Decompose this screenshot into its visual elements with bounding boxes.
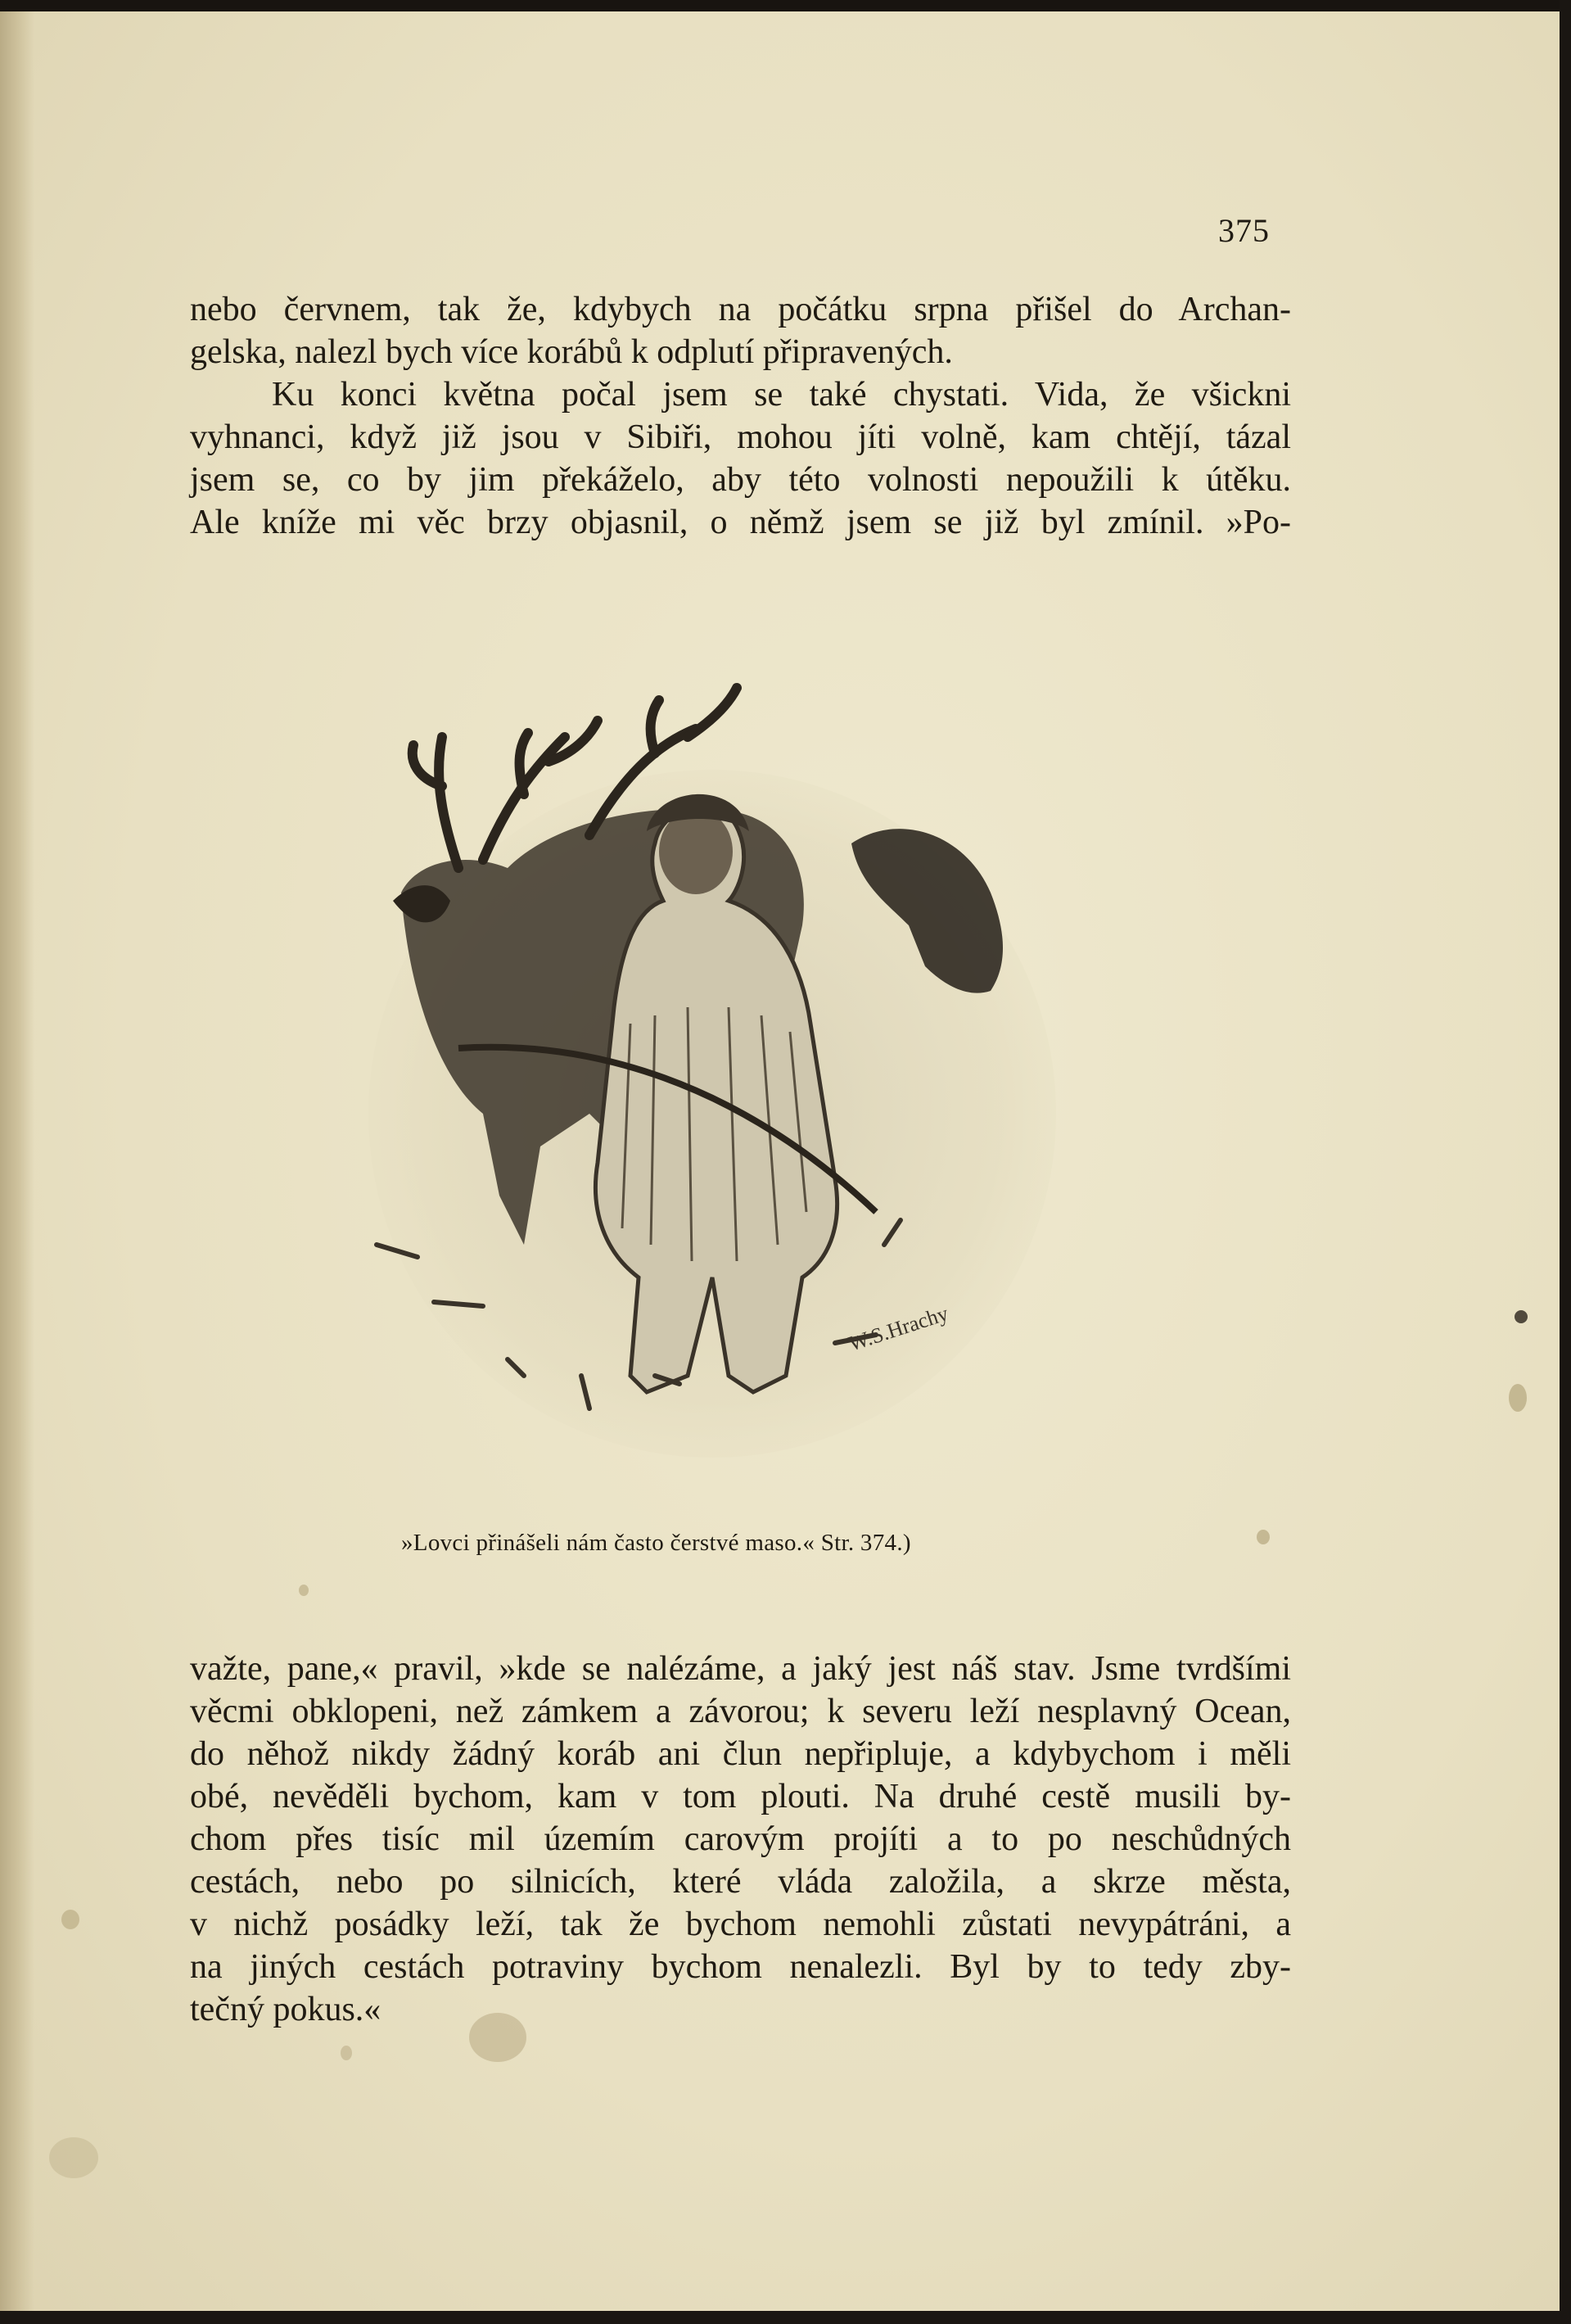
paper-stain (1515, 1310, 1528, 1323)
paper-stain (49, 2137, 98, 2178)
paper-stain (61, 1910, 79, 1929)
book-spine-shadow (0, 11, 34, 2324)
paper-stain (469, 2013, 526, 2062)
paper-stain (341, 2046, 352, 2060)
text-line: na jiných cestách potraviny bychom nenalezli. Byl by to tedy zby- (190, 1948, 1291, 1986)
paper-stain (1509, 1384, 1527, 1412)
scan-bottom-edge (0, 2311, 1571, 2324)
illustration-caption: »Lovci přinášeli nám často čerstvé maso.« Str. 374.) (401, 1530, 911, 1556)
paper-stain (1257, 1530, 1270, 1544)
text-line: gelska, nalezl bych více korábů k odplutí připravených. (190, 333, 953, 371)
scan-right-edge (1560, 0, 1571, 2324)
text-line: Ku konci května počal jsem se také chystati. Vida, že všickni (272, 376, 1291, 414)
text-line: obé, nevěděli bychom, kam v tom plouti. Na druhé cestě musili by- (190, 1778, 1291, 1815)
text-line: Ale kníže mi věc brzy objasnil, o němž jsem se již byl zmínil. »Po- (190, 504, 1291, 541)
text-line: v nichž posádky leží, tak že bychom nemohli zůstati nevypátráni, a (190, 1906, 1291, 1943)
text-line: vyhnanci, když již jsou v Sibiři, mohou jíti volně, kam chtějí, tázal (190, 418, 1291, 456)
text-line: nebo červnem, tak že, kdybych na počátku srpna přišel do Archan- (190, 291, 1291, 328)
paragraph-bottom (190, 1648, 1291, 2031)
artist-signature: W.S.Hrachy (845, 1301, 951, 1356)
text-line: do něhož nikdy žádný koráb ani člun nepřipluje, a kdybychom i měli (190, 1735, 1291, 1773)
text-line: věcmi obklopeni, než zámkem a závorou; k severu leží nesplavný Ocean, (190, 1693, 1291, 1730)
scan-top-edge (0, 0, 1571, 11)
text-line: važte, pane,« pravil, »kde se nalézáme, a jaký jest náš stav. Jsme tvrdšími (190, 1650, 1291, 1688)
text-line: jsem se, co by jim překáželo, aby této volnosti nepoužili k útěku. (190, 461, 1291, 499)
text-line: tečný pokus.« (190, 1991, 381, 2028)
paper-stain (299, 1585, 309, 1596)
page-number: 375 (1218, 212, 1270, 249)
text-line: cestách, nebo po silnicích, které vláda založila, a skrze města, (190, 1863, 1291, 1901)
text-line: chom přes tisíc mil územím carovým projíti a to po neschůdných (190, 1820, 1291, 1858)
paragraph-top (190, 288, 1291, 544)
engraving-illustration (344, 655, 1081, 1490)
